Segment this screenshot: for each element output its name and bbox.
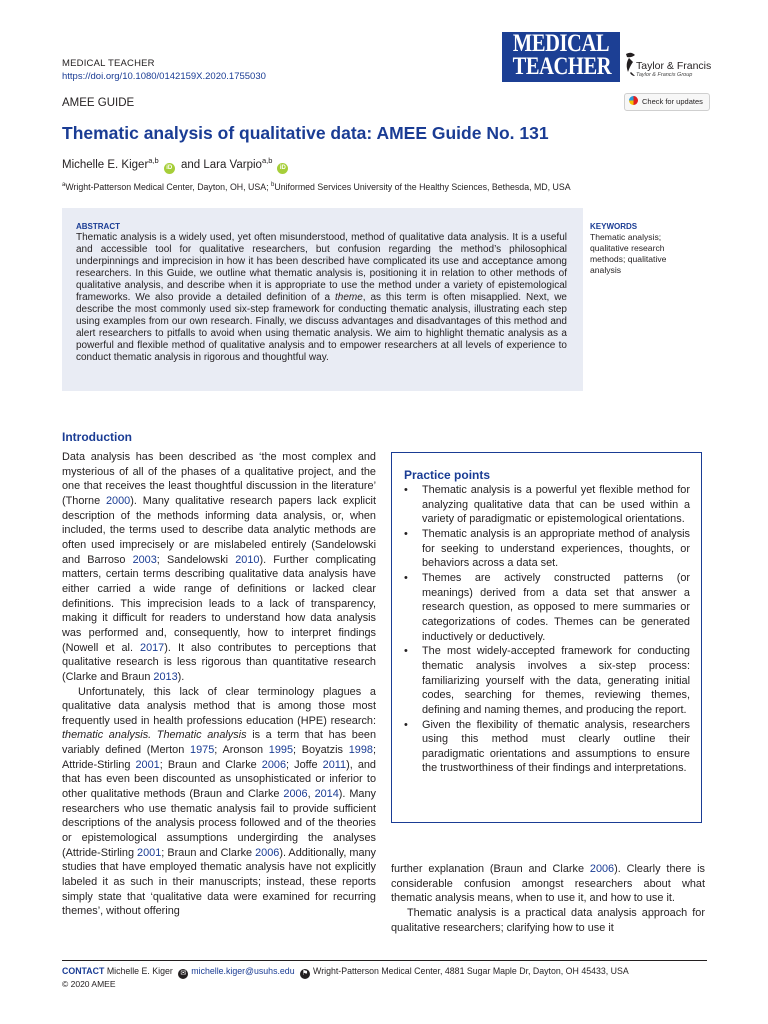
intro-paragraph-2: Unfortunately, this lack of clear terminology plagues a qualitative data analysis method that is among those most frequently used in health professions education (HPE) research: thematic analysis. Thematic analysis is a term that has been variably defined (Merton 1975; Aronson 1995; Boyatzis 1998; Attride-Stirling 2001; Braun and Clarke 2006; Joffe 2011), and that has even been discounted as unsophisticated or inferior to other qualitative methods (Braun and Clarke 2006, 2014). Many researchers who use thematic analysis fail to provide sufficient descriptions of the analysis process followed and of the theories or epistemological assumptions undergirding the analyses (Attride-Stirling 2001; Braun and Clarke 2006). Additionally, many studies that have employed thematic analysis have not explicitly labeled it as such in their manuscripts; instead, these reports simply state that ‘qualitative data were examined for recurring themes’, without offering	[62, 685, 377, 918]
citation-link[interactable]: 2000	[106, 494, 131, 507]
journal-logo	[502, 32, 620, 82]
citation-link[interactable]: 2010	[235, 553, 260, 566]
citation-link[interactable]: 2013	[153, 670, 178, 683]
email-link[interactable]: michelle.kiger@usuhs.edu	[191, 966, 295, 976]
address-icon: ⚑	[301, 970, 309, 977]
footer-divider	[62, 960, 707, 961]
keywords-heading: KEYWORDS	[590, 222, 638, 231]
list-item: • The most widely-accepted framework for conducting thematic analysis involves a six-step process: familiarizing yourself with the data, generating initial codes, searching for themes, reviewing themes, defining and naming themes, and producing the report.	[400, 644, 690, 717]
list-item: • Themes are actively constructed patterns (or meanings) derived from a data set that answer a research question, as opposed to mere summaries or categorizations of codes. Themes can be generated inductively or deductively.	[400, 571, 690, 644]
citation-link[interactable]: 2006	[589, 863, 615, 875]
crossmark-icon	[629, 96, 638, 105]
orcid-icon[interactable]: iD	[164, 163, 175, 174]
author-list	[62, 156, 291, 174]
right-paragraph-1: further explanation (Braun and Clarke 2006). Clearly there is considerable confusion amongst researchers about what thematic analysis means, when to use it, and how to use it.	[391, 863, 705, 905]
citation-link[interactable]: 2006	[283, 788, 308, 801]
author-2-affiliation: a,b	[261, 156, 273, 165]
keywords-text: Thematic analysis; qualitative research methods; qualitative analysis	[590, 232, 667, 275]
citation-link[interactable]: 1975	[190, 744, 215, 757]
article-type: AMEE GUIDE	[62, 97, 135, 109]
contact-label: CONTACT	[62, 966, 105, 976]
citation-link[interactable]: 2014	[314, 788, 339, 801]
check-for-updates-label: Check for updates	[642, 97, 703, 106]
citation-link[interactable]: 2001	[137, 846, 162, 859]
citation-link[interactable]: 2003	[132, 553, 157, 566]
author-separator: and	[180, 158, 201, 171]
citation-link[interactable]: 2011	[322, 758, 347, 771]
abstract-text: Thematic analysis is a widely used, yet often misunderstood, method of qualitative data analysis. It is a useful and accessible tool for qualitative researchers, but confusion regarding the method’s philosophical underpinnings and imprecision in how it has been described have complicated its use and acceptance among researchers. In this Guide, we outline what thematic analysis is, positioning it in relation to other methods of qualitative analysis, and describe when it is appropriate to use the method under a variety of epistemological frameworks. We also provide a detailed definition of a theme, as this term is often misapplied. Next, we describe the most commonly used six-step framework for conducting thematic analysis, illustrating each step using examples from our own research. Finally, we discuss advantages and disadvantages of this method and alert researchers to pitfalls to avoid when using thematic analysis. We aim to highlight thematic analysis as a powerful and flexible method of qualitative analysis and to empower researchers at all levels of experience to conduct thematic analysis in rigorous and thoughtful way.	[76, 232, 567, 363]
check-for-updates-button[interactable]	[624, 93, 710, 111]
citation-link[interactable]: 2006	[255, 846, 280, 859]
affiliations: $^a$Wright-Patterson Medical Center, Dayton, OH, USA; $^b$Uniformed Services University of the Healthy Sciences, Bethesda, MD, USA	[62, 182, 571, 192]
citation-link[interactable]: 2017	[140, 641, 165, 654]
journal-name: MEDICAL TEACHER	[62, 58, 155, 69]
contact-address: Wright-Patterson Medical Center, 4881 Sugar Maple Dr, Dayton, OH 45433, USA	[313, 966, 629, 976]
article-title: Thematic analysis of qualitative data: AMEE Guide No. 131	[62, 123, 549, 143]
publisher-group: Taylor & Francis Group	[636, 72, 693, 78]
citation-link[interactable]: 1995	[268, 744, 294, 757]
doi-link[interactable]: https://doi.org/10.1080/0142159X.2020.1755030	[62, 71, 266, 82]
author-1[interactable]: Michelle E. Kiger	[62, 158, 149, 171]
email-icon: ✉	[178, 969, 188, 979]
citation-link[interactable]: 2006	[261, 758, 287, 771]
practice-points-list	[400, 483, 690, 776]
author-1-affiliation: a,b	[148, 156, 159, 165]
copyright: © 2020 AMEE	[62, 979, 116, 989]
citation-link[interactable]: 1998	[348, 744, 373, 757]
intro-paragraph-1: Data analysis has been described as ‘the most complex and mysterious of all of the phases of a qualitative project, and the one that receives the least thoughtful discussion in the literature’ (Thorne 2000). Many qualitative research papers lack explicit description of the methods informing data analysis, or, when included, the terms used to describe data analytic methods are often used imprecisely or are mislabeled entirely (Sandelowski and Barroso 2003; Sandelowski 2010). Further complicating matters, certain terms describing qualitative data analysis have either carried a wide range of definitions or lacked clear definitions. This imprecision leads to a lack of transparency, making it difficult for readers to understand how data analysis was performed and, consequently, how to interpret findings (Nowell et al. 2017). It also contributes to perceptions that qualitative research is less rigorous than quantitative research (Clarke and Braun 2013).	[62, 451, 376, 683]
orcid-icon[interactable]: iD	[277, 163, 288, 174]
right-column-text	[391, 862, 705, 935]
abstract-heading: ABSTRACT	[76, 222, 120, 231]
list-item: • Thematic analysis is an appropriate method of analysis for seeking to understand experiences, thoughts, or behaviors across a data set.	[400, 527, 690, 571]
practice-points-heading: Practice points	[404, 468, 491, 482]
contact-name: Michelle E. Kiger	[106, 966, 173, 976]
logo-line-2: TEACHER	[512, 53, 612, 80]
logo-line-1: MEDICAL	[512, 30, 610, 57]
left-column-text	[62, 450, 376, 919]
list-item: • Given the flexibility of thematic analysis, researchers using this method must clearly outline their paradigmatic orientations and assumptions to ensure the trustworthiness of their findings and interpretations.	[400, 718, 690, 777]
list-item: • Thematic analysis is a powerful yet flexible method for analyzing qualitative data that can be used within a variety of paradigmatic or epistemological orientations.	[400, 483, 690, 527]
contact-line	[62, 966, 629, 979]
citation-link[interactable]: 2001	[135, 758, 160, 771]
introduction-heading: Introduction	[62, 430, 132, 444]
publisher-name: Taylor & Francis	[636, 60, 712, 72]
author-2[interactable]: Lara Varpio	[203, 158, 262, 171]
right-paragraph-2: Thematic analysis is a practical data analysis approach for qualitative researchers; clarifying how to use it	[391, 906, 705, 934]
